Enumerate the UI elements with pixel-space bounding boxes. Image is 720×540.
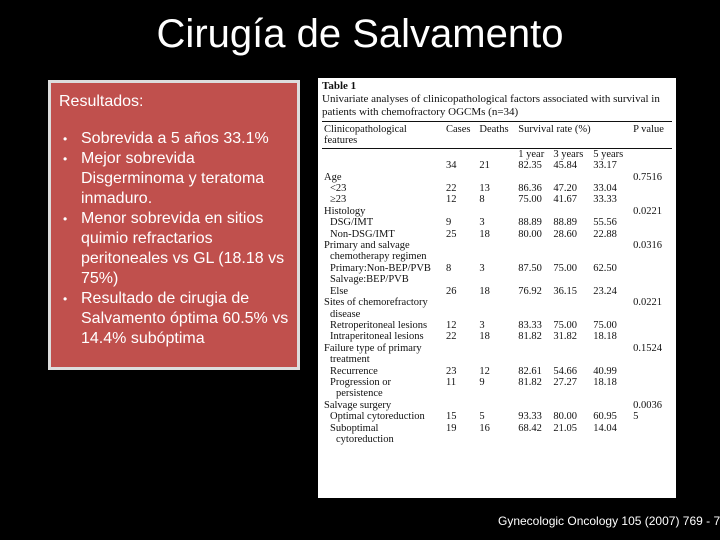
result-bullet <box>59 289 289 349</box>
cell-5years <box>591 388 631 399</box>
cell-deaths: 16 <box>479 422 490 434</box>
cell-3years: 45.84 <box>553 160 577 172</box>
cell-3years: 21.05 <box>553 422 577 434</box>
table-caption: Univariate analyses of clinicopathological factors associated with survival in patients with chemofractory OGCMs (n=34) <box>322 93 660 118</box>
cell-cases <box>444 400 477 411</box>
row-label: persistence <box>336 388 383 400</box>
cell-p <box>631 388 672 399</box>
cell-3years <box>551 251 591 262</box>
cell-5years: 33.33 <box>593 194 617 206</box>
table-row <box>322 263 672 274</box>
cell-3years: 41.67 <box>553 194 577 206</box>
cell-5years: 33.04 <box>593 183 617 195</box>
cell-1year: 86.36 <box>518 183 542 195</box>
bullet-icon: • <box>63 292 68 306</box>
cell-p <box>631 366 672 377</box>
cell-p <box>631 286 672 297</box>
cell-deaths: 8 <box>479 194 485 206</box>
cell-cases: 34 <box>446 160 457 172</box>
col-deaths: Deaths <box>479 124 509 135</box>
row-label: ≥23 <box>330 194 347 206</box>
cell-deaths: 13 <box>479 183 490 195</box>
cell-deaths: 3 <box>479 262 485 274</box>
row-label: chemotherapy regimen <box>330 251 427 263</box>
cell-deaths: 5 <box>479 411 485 423</box>
table-row <box>322 331 672 342</box>
col-1year: 1 year <box>516 148 551 160</box>
cell-p <box>631 160 672 171</box>
cell-3years <box>551 274 591 285</box>
cell-p: 0.0221 <box>633 205 662 217</box>
row-label: Age <box>324 171 342 183</box>
result-bullet <box>59 149 289 209</box>
table-row <box>322 377 672 388</box>
cell-cases <box>444 434 477 445</box>
row-label: Non-DSG/IMT <box>330 228 395 240</box>
cell-1year <box>516 309 551 320</box>
cell-3years: 75.00 <box>553 262 577 274</box>
table-row <box>322 388 672 399</box>
cell-1year: 81.82 <box>518 331 542 343</box>
cell-cases: 12 <box>446 319 457 331</box>
cell-1year: 82.61 <box>518 365 542 377</box>
slide-title: Cirugía de Salvamento <box>156 12 564 56</box>
cell-p <box>631 194 672 205</box>
cell-deaths <box>477 388 516 399</box>
cell-deaths: 21 <box>479 160 490 172</box>
cell-p <box>631 263 672 274</box>
cell-p: 0.0221 <box>633 297 662 309</box>
cell-3years <box>551 343 591 354</box>
cell-1year: 68.42 <box>518 422 542 434</box>
cell-cases <box>444 206 477 217</box>
cell-deaths <box>477 297 516 308</box>
cell-5years: 23.24 <box>593 285 617 297</box>
cell-p <box>631 434 672 445</box>
table-body <box>322 160 672 445</box>
row-label: Progression or <box>330 376 391 388</box>
cell-p: 0.0316 <box>633 240 662 252</box>
table-row <box>322 354 672 365</box>
cell-cases: 26 <box>446 285 457 297</box>
col-cases: Cases <box>446 124 471 135</box>
cell-p <box>631 251 672 262</box>
cell-p <box>631 183 672 194</box>
cell-p <box>631 274 672 285</box>
cell-3years <box>551 172 591 183</box>
cell-p <box>631 331 672 342</box>
cell-3years: 27.27 <box>553 376 577 388</box>
col-factor: Clinicopathological features <box>324 124 407 147</box>
row-label <box>322 160 444 171</box>
row-label: Failure type of primary <box>324 342 422 354</box>
cell-5years: 14.04 <box>593 422 617 434</box>
cell-5years <box>591 274 631 285</box>
cell-deaths <box>477 343 516 354</box>
table-row <box>322 160 672 171</box>
cell-1year: 75.00 <box>518 194 542 206</box>
cell-3years: 31.82 <box>553 331 577 343</box>
table-row <box>322 206 672 217</box>
cell-cases: 23 <box>446 365 457 377</box>
cell-3years <box>551 206 591 217</box>
cell-5years <box>591 400 631 411</box>
cell-3years <box>551 388 591 399</box>
row-label: Recurrence <box>330 365 378 377</box>
cell-5years: 62.50 <box>593 262 617 274</box>
cell-3years <box>551 434 591 445</box>
cell-5years: 18.18 <box>593 331 617 343</box>
cell-1year: 87.50 <box>518 262 542 274</box>
cell-5years <box>591 172 631 183</box>
cell-deaths: 12 <box>479 365 490 377</box>
cell-3years <box>551 309 591 320</box>
cell-cases: 9 <box>446 217 452 229</box>
cell-p <box>631 423 672 434</box>
cell-deaths <box>477 400 516 411</box>
table-row <box>322 400 672 411</box>
cell-deaths: 3 <box>479 319 485 331</box>
table-row <box>322 434 672 445</box>
results-list <box>59 129 289 349</box>
row-label: Sites of chemorefractory <box>324 297 428 309</box>
row-label: Histology <box>324 205 366 217</box>
row-label: cytoreduction <box>336 433 394 445</box>
cell-5years: 33.17 <box>593 160 617 172</box>
cell-p: 0.7516 <box>633 171 662 183</box>
table-row <box>322 274 672 285</box>
cell-deaths: 9 <box>479 376 485 388</box>
result-text: Resultado de cirugia de Salvamento óptima 60.5% vs 14.4% subóptima <box>81 290 289 347</box>
cell-cases: 25 <box>446 228 457 240</box>
result-text: Sobrevida a 5 años 33.1% <box>81 130 269 147</box>
cell-cases <box>444 309 477 320</box>
row-label: <23 <box>330 183 347 195</box>
cell-cases <box>444 297 477 308</box>
cell-cases <box>444 388 477 399</box>
cell-1year <box>516 434 551 445</box>
cell-deaths <box>477 309 516 320</box>
cell-5years: 18.18 <box>593 376 617 388</box>
cell-p <box>631 229 672 240</box>
cell-cases: 15 <box>446 411 457 423</box>
results-box <box>48 80 300 370</box>
cell-cases <box>444 240 477 251</box>
citation: Gynecologic Oncology 105 (2007) 769 - 7 <box>498 514 720 528</box>
table-row <box>322 286 672 297</box>
table-row <box>322 423 672 434</box>
row-label: disease <box>330 308 361 320</box>
row-label: treatment <box>330 354 370 366</box>
table-row <box>322 309 672 320</box>
cell-deaths <box>477 172 516 183</box>
row-label: Salvage:BEP/PVB <box>330 274 409 286</box>
cell-deaths <box>477 240 516 251</box>
cell-5years <box>591 206 631 217</box>
cell-3years: 47.20 <box>553 183 577 195</box>
row-label: Primary and salvage <box>324 240 410 252</box>
table-label: Table 1 <box>322 80 357 92</box>
cell-cases: 22 <box>446 183 457 195</box>
row-label: Suboptimal <box>330 422 379 434</box>
bullet-icon: • <box>63 152 68 166</box>
table-row <box>322 366 672 377</box>
cell-3years: 80.00 <box>553 411 577 423</box>
bullet-icon: • <box>63 132 68 146</box>
cell-5years: 22.88 <box>593 228 617 240</box>
table-row <box>322 251 672 262</box>
cell-cases <box>444 343 477 354</box>
cell-cases <box>444 354 477 365</box>
cell-1year <box>516 172 551 183</box>
result-text: Menor sobrevida en sitios quimio refractarios peritoneales vs GL (18.18 vs 75%) <box>81 210 285 287</box>
col-p: P value <box>633 124 664 135</box>
results-heading: Resultados: <box>59 93 144 110</box>
table-row <box>322 217 672 228</box>
bullet-icon: • <box>63 212 68 226</box>
cell-3years: 75.00 <box>553 319 577 331</box>
cell-1year <box>516 400 551 411</box>
row-label: Primary:Non-BEP/PVB <box>330 262 431 274</box>
cell-1year <box>516 240 551 251</box>
cell-cases: 19 <box>446 422 457 434</box>
table-row <box>322 194 672 205</box>
cell-1year <box>516 388 551 399</box>
row-label: DSG/IMT <box>330 217 374 229</box>
table-row <box>322 343 672 354</box>
cell-cases <box>444 172 477 183</box>
result-bullet <box>59 209 289 289</box>
cell-1year <box>516 206 551 217</box>
cell-deaths <box>477 434 516 445</box>
cell-p <box>631 309 672 320</box>
row-label: Intraperitoneal lesions <box>330 331 424 343</box>
cell-cases: 11 <box>446 376 457 388</box>
row-label: Salvage surgery <box>324 399 392 411</box>
row-label: Else <box>330 285 349 297</box>
cell-1year <box>516 251 551 262</box>
cell-p <box>631 217 672 228</box>
cell-1year: 83.33 <box>518 319 542 331</box>
cell-5years: 40.99 <box>593 365 617 377</box>
cell-5years: 75.00 <box>593 319 617 331</box>
cell-cases <box>444 251 477 262</box>
cell-5years <box>591 343 631 354</box>
cell-cases: 22 <box>446 331 457 343</box>
table-row <box>322 183 672 194</box>
cell-deaths: 18 <box>479 285 490 297</box>
col-3years: 3 years <box>551 148 591 160</box>
cell-cases: 12 <box>446 194 457 206</box>
cell-1year: 88.89 <box>518 217 542 229</box>
cell-5years <box>591 297 631 308</box>
table-rule <box>322 121 672 122</box>
result-bullet <box>59 129 289 149</box>
table-row <box>322 172 672 183</box>
cell-p: 5 <box>633 411 639 423</box>
survival-table <box>322 124 672 445</box>
cell-1year: 76.92 <box>518 285 542 297</box>
cell-1year: 81.82 <box>518 376 542 388</box>
cell-1year <box>516 354 551 365</box>
cell-p: 0.1524 <box>633 342 662 354</box>
cell-1year <box>516 297 551 308</box>
cell-deaths <box>477 251 516 262</box>
cell-p <box>631 320 672 331</box>
cell-1year: 80.00 <box>518 228 542 240</box>
cell-1year: 82.35 <box>518 160 542 172</box>
cell-deaths <box>477 354 516 365</box>
col-5years: 5 years <box>591 148 631 160</box>
cell-5years <box>591 240 631 251</box>
cell-deaths: 18 <box>479 228 490 240</box>
cell-3years <box>551 354 591 365</box>
cell-5years <box>591 434 631 445</box>
cell-cases: 8 <box>446 262 452 274</box>
cell-5years: 55.56 <box>593 217 617 229</box>
cell-5years <box>591 251 631 262</box>
cell-deaths: 3 <box>479 217 485 229</box>
col-survival: Survival rate (%) <box>518 124 591 135</box>
cell-1year: 93.33 <box>518 411 542 423</box>
table-row <box>322 240 672 251</box>
table-row <box>322 229 672 240</box>
cell-deaths: 18 <box>479 331 490 343</box>
cell-3years: 28.60 <box>553 228 577 240</box>
table-row <box>322 297 672 308</box>
cell-deaths <box>477 206 516 217</box>
table-row <box>322 320 672 331</box>
cell-3years <box>551 297 591 308</box>
cell-1year <box>516 274 551 285</box>
cell-1year <box>516 343 551 354</box>
cell-p <box>631 377 672 388</box>
cell-3years: 88.89 <box>553 217 577 229</box>
cell-3years: 54.66 <box>553 365 577 377</box>
row-label: Retroperitoneal lesions <box>330 319 428 331</box>
cell-5years: 60.95 <box>593 411 617 423</box>
row-label: Optimal cytoreduction <box>330 411 425 423</box>
cell-5years <box>591 309 631 320</box>
cell-cases <box>444 274 477 285</box>
cell-5years <box>591 354 631 365</box>
table-row <box>322 411 672 422</box>
cell-3years: 36.15 <box>553 285 577 297</box>
cell-3years <box>551 240 591 251</box>
cell-p: 0.0036 <box>633 399 662 411</box>
cell-deaths <box>477 274 516 285</box>
cell-3years <box>551 400 591 411</box>
result-text: Mejor sobrevida Disgerminoma y teratoma inmaduro. <box>81 150 265 207</box>
survival-table-image <box>318 78 676 498</box>
cell-p <box>631 354 672 365</box>
